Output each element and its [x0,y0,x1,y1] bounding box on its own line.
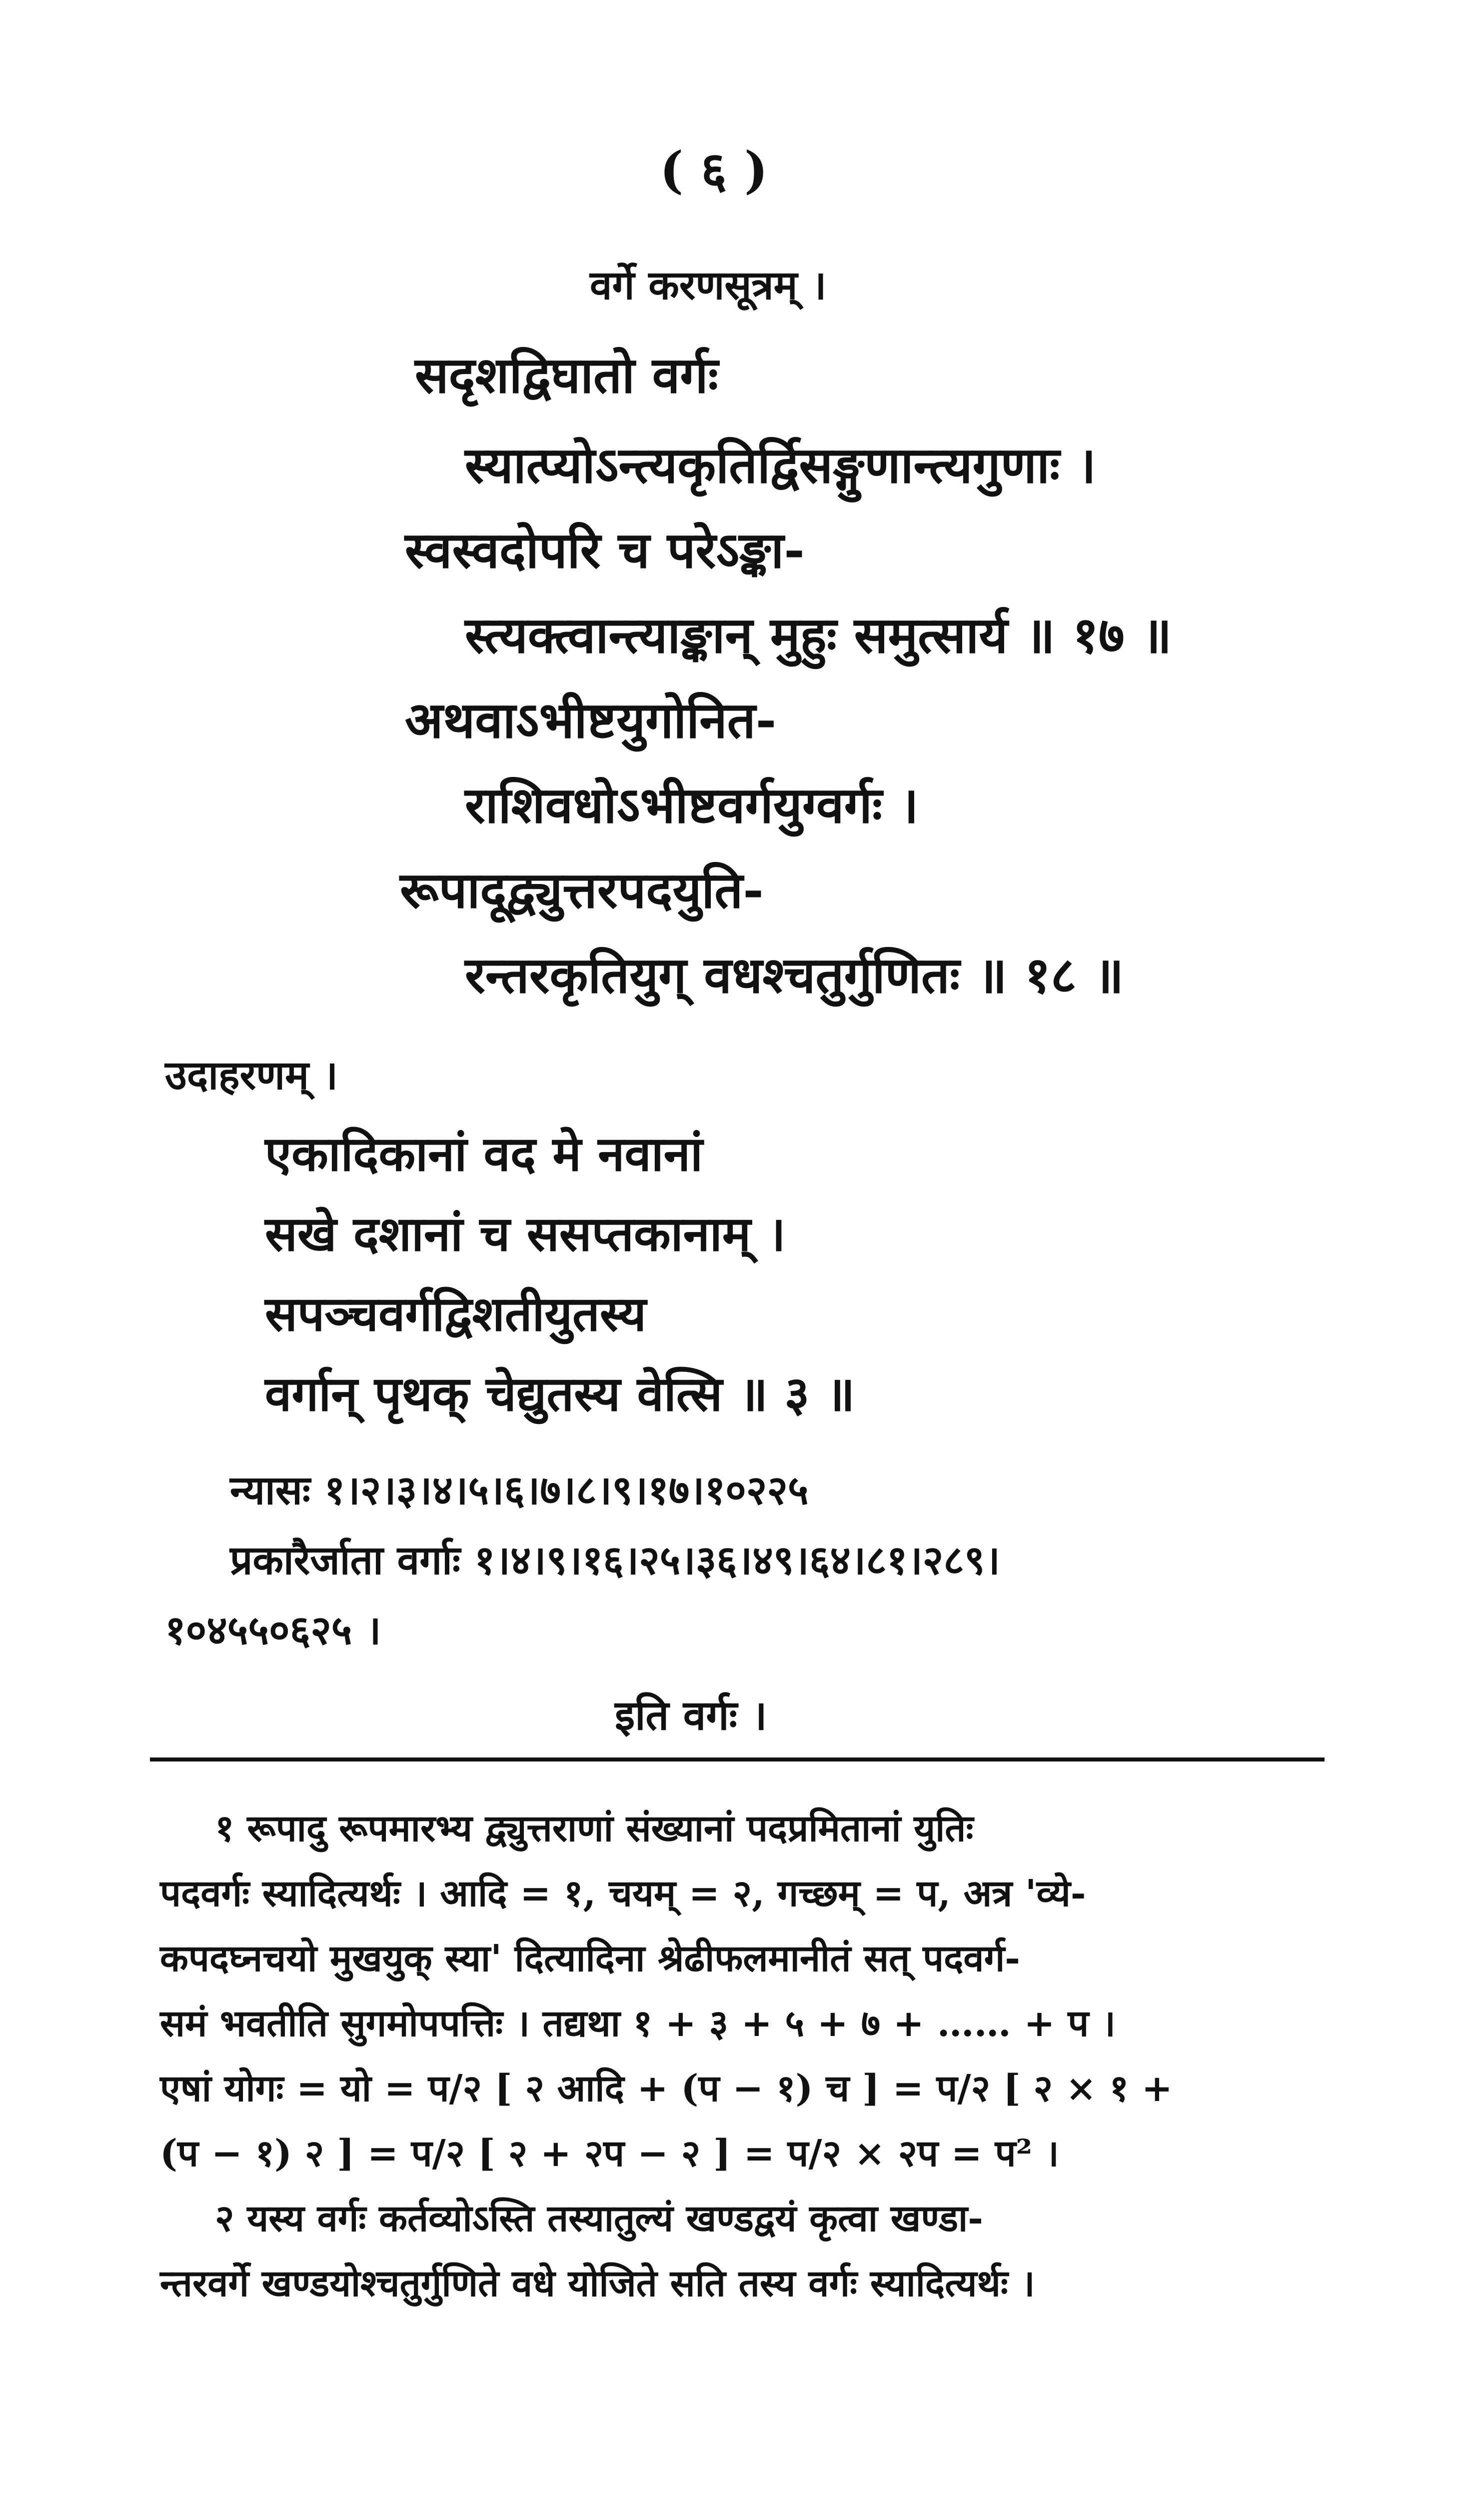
verse-line: राशिवधोऽभीष्टवर्गयुग्वर्गः । [465,776,919,834]
page-number: ( ६ ) [660,140,768,200]
footnote-line: एषां योगः = यो = प/२ [ २ आदि + (प − १) च ] = प/२ [ २ × १ + [160,2067,1173,2110]
verse-line: अथवाऽभीष्टयुगोनित- [405,690,777,750]
footnote-line: १ रूपादु रूपमारभ्य द्व्युत्तराणां संख्यानां पदप्रमितानां युतिः [215,1807,974,1850]
nyasa-line: न्यासः १।२।३।४।५।६।७।८।९।१७।१०२२५ [230,1466,809,1514]
squares-line-continued: १०४५५०६२५ । [165,1606,381,1654]
verse-line: रन्तरकृतियुग् वधश्चतुर्गुणितः ॥ १८ ॥ [465,946,1124,1004]
example-verse-line: वर्गान् पृथक् चेद्युतस्य वेत्सि ॥ ३ ॥ [265,1366,855,1422]
example-verse-line: सपञ्चवर्गद्विशतीयुतस्य [265,1286,646,1342]
verse-line: स्त्यक्त्वान्त्याङ्कान् मुहुः समुत्सार्य ॥ १७ ॥ [465,606,1172,664]
footnote-line: समं भवतीति सुगमोपपत्तिः । तद्यथा १ + ३ + ५ + ७ + …… + प । [160,2002,1116,2045]
footnote-divider [150,1758,1325,1762]
example-heading: उदाहरणम् । [165,1052,338,1098]
example-verse-line: एकादिकानां वद मे नवानां [265,1126,703,1182]
closing-line: इति वर्गः । [615,1692,767,1740]
verse-line: सदृशद्विघातो वर्गः [415,346,718,404]
verse-line: स्यात्प्योऽन्त्यकृतिर्द्विसङ्गुणान्त्यगुणाः । [465,436,1096,494]
footnote-line: कपदघ्नचयो मुखयुक् स्या' दित्यादिना श्रेढीफलमानीतं सत् पदवर्ग- [160,1937,1020,1980]
section-heading: वर्गे करणसूत्रम् । [590,262,827,308]
example-verse-line: सखे दशानां च ससप्तकानाम् । [265,1206,786,1262]
footnote-line: न्तरवर्गे खण्डयोश्चतुर्गुणिते वधे योजिते सति तस्य वर्गः स्यादित्यर्थः । [160,2262,1035,2305]
footnote-line: २ यस्य वर्गः कर्तव्योऽस्ति तस्यातुल्यं खण्डद्वयं कृत्वा खण्डा- [215,2197,983,2240]
footnote-line: पदवर्गः स्यादित्यर्थः । आदि = १, चयम् = २, गच्छम् = प, अत्र 'व्ये- [160,1872,1086,1915]
footnote-line: (प − १) २ ] = प/२ [ २ + २प − २ ] = प/२ × २प = प² । [160,2132,1059,2175]
verse-line: रूपादूद्व्युत्तरपदयुति- [400,860,764,920]
squares-line: प्रकारैर्जाता वर्गाः १।४।९।१६।२५।३६।४९।६४।८१।२८९। [230,1536,1000,1584]
verse-line: स्वस्वदोपरि च परेऽङ्का- [405,520,805,580]
